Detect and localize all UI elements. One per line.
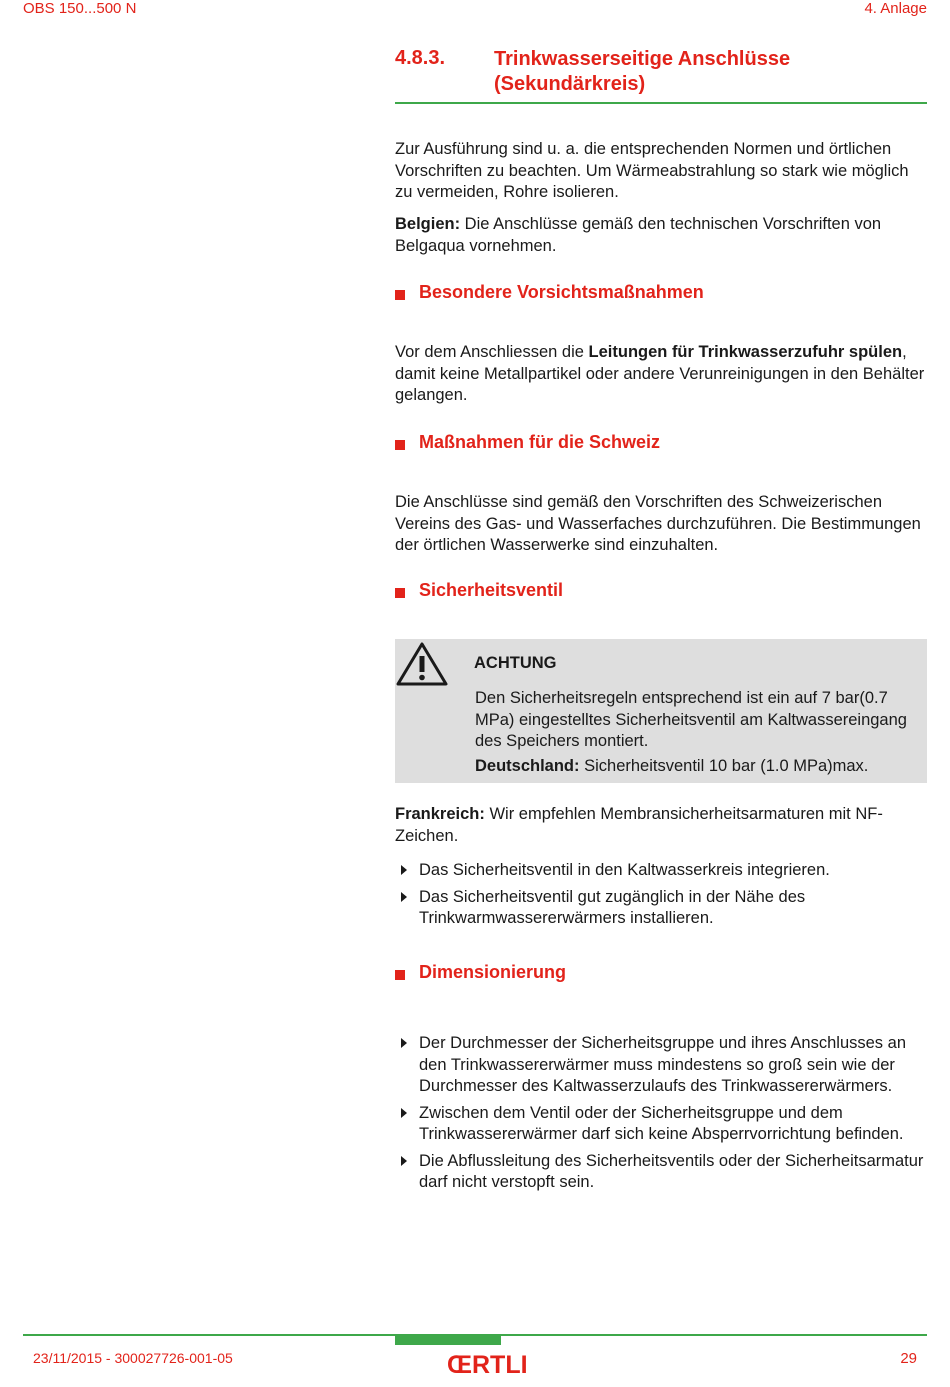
list-item [395, 1103, 930, 1146]
subheading-dimensioning [395, 962, 566, 983]
page-number: 29 [900, 1350, 917, 1367]
subheading-switzerland [395, 432, 660, 453]
oertli-logo [447, 1349, 557, 1377]
list-item-text: Der Durchmesser der Sicherheitsgruppe und ihres Anschlusses an den Trinkwassererwärmer muss mindestens so groß sein wie der Durchmesser des Kaltwasserzulaufs des Trinkwassererwärmers. [419, 1034, 906, 1095]
subheading-precautions [395, 282, 704, 303]
warning-germany [475, 756, 923, 778]
subheading-dimensioning-label: Dimensionierung [419, 962, 567, 982]
arrow-right-icon [401, 1156, 407, 1166]
warning-triangle-icon [395, 641, 449, 687]
germany-label: Deutschland: [475, 756, 580, 775]
france-text: Wir empfehlen Membransicherheitsarmaturen mit NF-Zeichen. [395, 805, 883, 845]
precautions-text-b: , damit keine Metallpartikel oder andere Verunreinigungen in den Behälter gelangen. [395, 343, 925, 404]
square-bullet-icon [395, 588, 405, 598]
list-item-text: Die Abflussleitung des Sicherheitsventils oder der Sicherheitsarmatur darf nicht verstopft sein. [419, 1151, 924, 1191]
arrow-right-icon [401, 865, 407, 875]
germany-text: Sicherheitsventil 10 bar (1.0 MPa)max. [579, 756, 869, 775]
footer-date-docnumber: 23/11/2015 - 300027726-001-05 [33, 1350, 233, 1366]
dimensioning-list [395, 1033, 930, 1199]
list-item [395, 1033, 930, 1098]
france-label: Frankreich: [395, 805, 485, 823]
precautions-paragraph [395, 342, 930, 407]
list-item [395, 887, 930, 930]
warning-text [475, 688, 923, 777]
subheading-safety-valve-label: Sicherheitsventil [419, 580, 564, 600]
safety-valve-list [395, 860, 930, 935]
subheading-safety-valve [395, 580, 563, 601]
list-item-text: Zwischen dem Ventil oder der Sicherheitsgruppe und dem Trinkwassererwärmer darf sich keine Absperrvorrichtung befinden. [419, 1103, 904, 1143]
section-rule [395, 102, 927, 104]
page-header-left: OBS 150...500 N [23, 0, 137, 17]
precautions-text-bold: Leitungen für Trinkwasserzufuhr spülen [588, 343, 903, 361]
subheading-precautions-label: Besondere Vorsichtsmaßnahmen [419, 282, 704, 302]
list-item-text: Das Sicherheitsventil gut zugänglich in der Nähe des Trinkwarmwassererwärmers installieren. [419, 887, 806, 927]
warning-title: ACHTUNG [474, 654, 557, 672]
square-bullet-icon [395, 290, 405, 300]
page-header-right: 4. Anlage [864, 0, 927, 17]
belgium-text: Die Anschlüsse gemäß den technischen Vorschriften von Belgaqua vornehmen. [395, 215, 882, 255]
footer-accent-block [395, 1336, 501, 1345]
warning-body: Den Sicherheitsregeln entsprechend ist ein auf 7 bar(0.7 MPa) eingestelltes Sicherheitsventil am Kaltwassereingang des Speichers montiert. [475, 689, 907, 750]
list-item [395, 860, 930, 882]
warning-box [395, 639, 927, 783]
square-bullet-icon [395, 970, 405, 980]
arrow-right-icon [401, 892, 407, 902]
list-item-text: Das Sicherheitsventil in den Kaltwasserkreis integrieren. [419, 861, 830, 879]
section-title: Trinkwasserseitige Anschlüsse (Sekundärkreis) [494, 48, 791, 95]
belgium-paragraph [395, 214, 930, 257]
arrow-right-icon [401, 1038, 407, 1048]
arrow-right-icon [401, 1108, 407, 1118]
precautions-text-a: Vor dem Anschliessen die [395, 343, 589, 361]
france-paragraph [395, 804, 930, 847]
logo-text: ŒRTLI [447, 1351, 528, 1377]
list-item [395, 1151, 930, 1194]
section-number: 4.8.3. [395, 47, 446, 69]
subheading-switzerland-label: Maßnahmen für die Schweiz [419, 432, 661, 452]
belgium-label: Belgien: [395, 215, 461, 233]
square-bullet-icon [395, 440, 405, 450]
switzerland-paragraph: Die Anschlüsse sind gemäß den Vorschriften des Schweizerischen Vereins des Gas- und Wasserfaches durchzuführen. Die Bestimmungen der örtlichen Wasserwerke sind einzuhalten. [395, 493, 921, 554]
intro-paragraph: Zur Ausführung sind u. a. die entsprechenden Normen und örtlichen Vorschriften zu beachten. Um Wärmeabstrahlung so stark wie möglich zu vermeiden, Rohre isolieren. [395, 140, 909, 201]
